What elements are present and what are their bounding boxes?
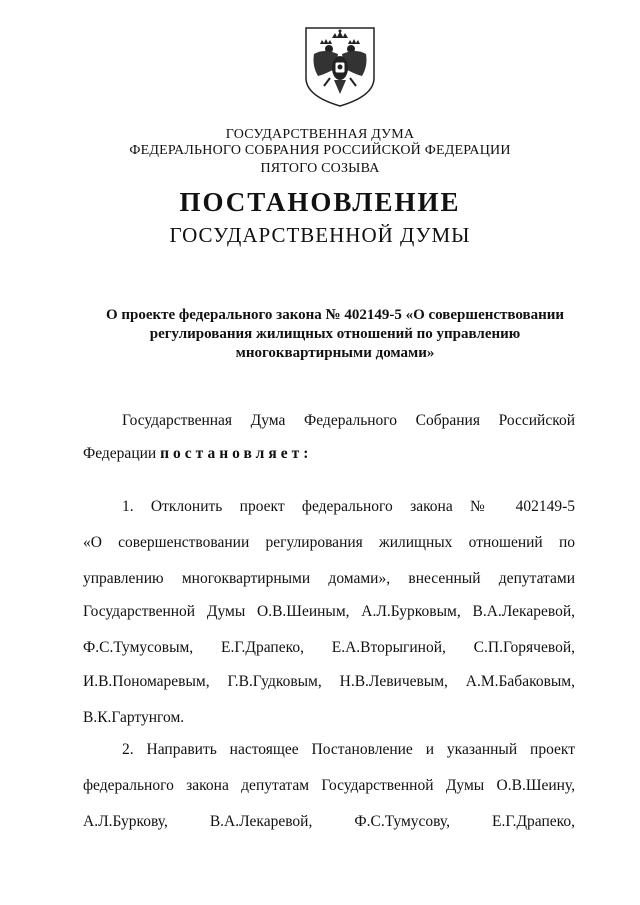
p1-line-4: Государственной Думы О.В.Шеиным, А.Л.Бурковым, В.А.Лекаревой, [83,603,575,620]
p2-line-1: 2. Направить настоящее Постановление и указанный проект [122,741,575,758]
intro-line-2 [83,445,575,463]
header-line-3: ПЯТОГО СОЗЫВА [260,161,380,176]
subject-line-2: регулирования жилищных отношений по управлению [149,326,521,342]
p1-line-3: управлению многоквартирными домами», внесенный депутатами [83,570,575,587]
p1-line-1: 1. Отклонить проект федерального закона № 402149-5 [122,498,575,515]
p1-line-2: «О совершенствовании регулирования жилищных отношений по [83,534,575,551]
intro-resolves: постановляет: [160,445,313,462]
document-title: ПОСТАНОВЛЕНИЕ [179,187,461,217]
intro-prefix: Федерации [83,445,161,462]
state-emblem-icon [302,24,378,108]
p1-line-7: В.К.Гартунгом. [83,709,185,726]
subject-line-1: О проекте федерального закона № 402149-5 «О совершенствовании [105,307,565,323]
p2-line-2: федерального закона депутатам Государственной Думы О.В.Шеину, [83,777,575,794]
p1-line-6: И.В.Пономаревым, Г.В.Гудковым, Н.В.Левичевым, А.М.Бабаковым, [83,673,575,690]
p1-line-5: Ф.С.Тумусовым, Е.Г.Драпеко, Е.А.Вторыгиной, С.П.Горячевой, [83,639,575,656]
document-subject [95,306,575,363]
header-line-2: ФЕДЕРАЛЬНОГО СОБРАНИЯ РОССИЙСКОЙ ФЕДЕРАЦИИ [129,143,511,158]
document-subtitle: ГОСУДАРСТВЕННОЙ ДУМЫ [169,223,471,247]
subject-line-3: многоквартирными домами» [235,345,435,361]
intro-line-1: Государственная Дума Федерального Собрания Российской [122,412,575,429]
header-line-1: ГОСУДАРСТВЕННАЯ ДУМА [225,127,415,142]
p2-line-3: А.Л.Буркову, В.А.Лекаревой, Ф.С.Тумусову, Е.Г.Драпеко, [83,813,575,830]
